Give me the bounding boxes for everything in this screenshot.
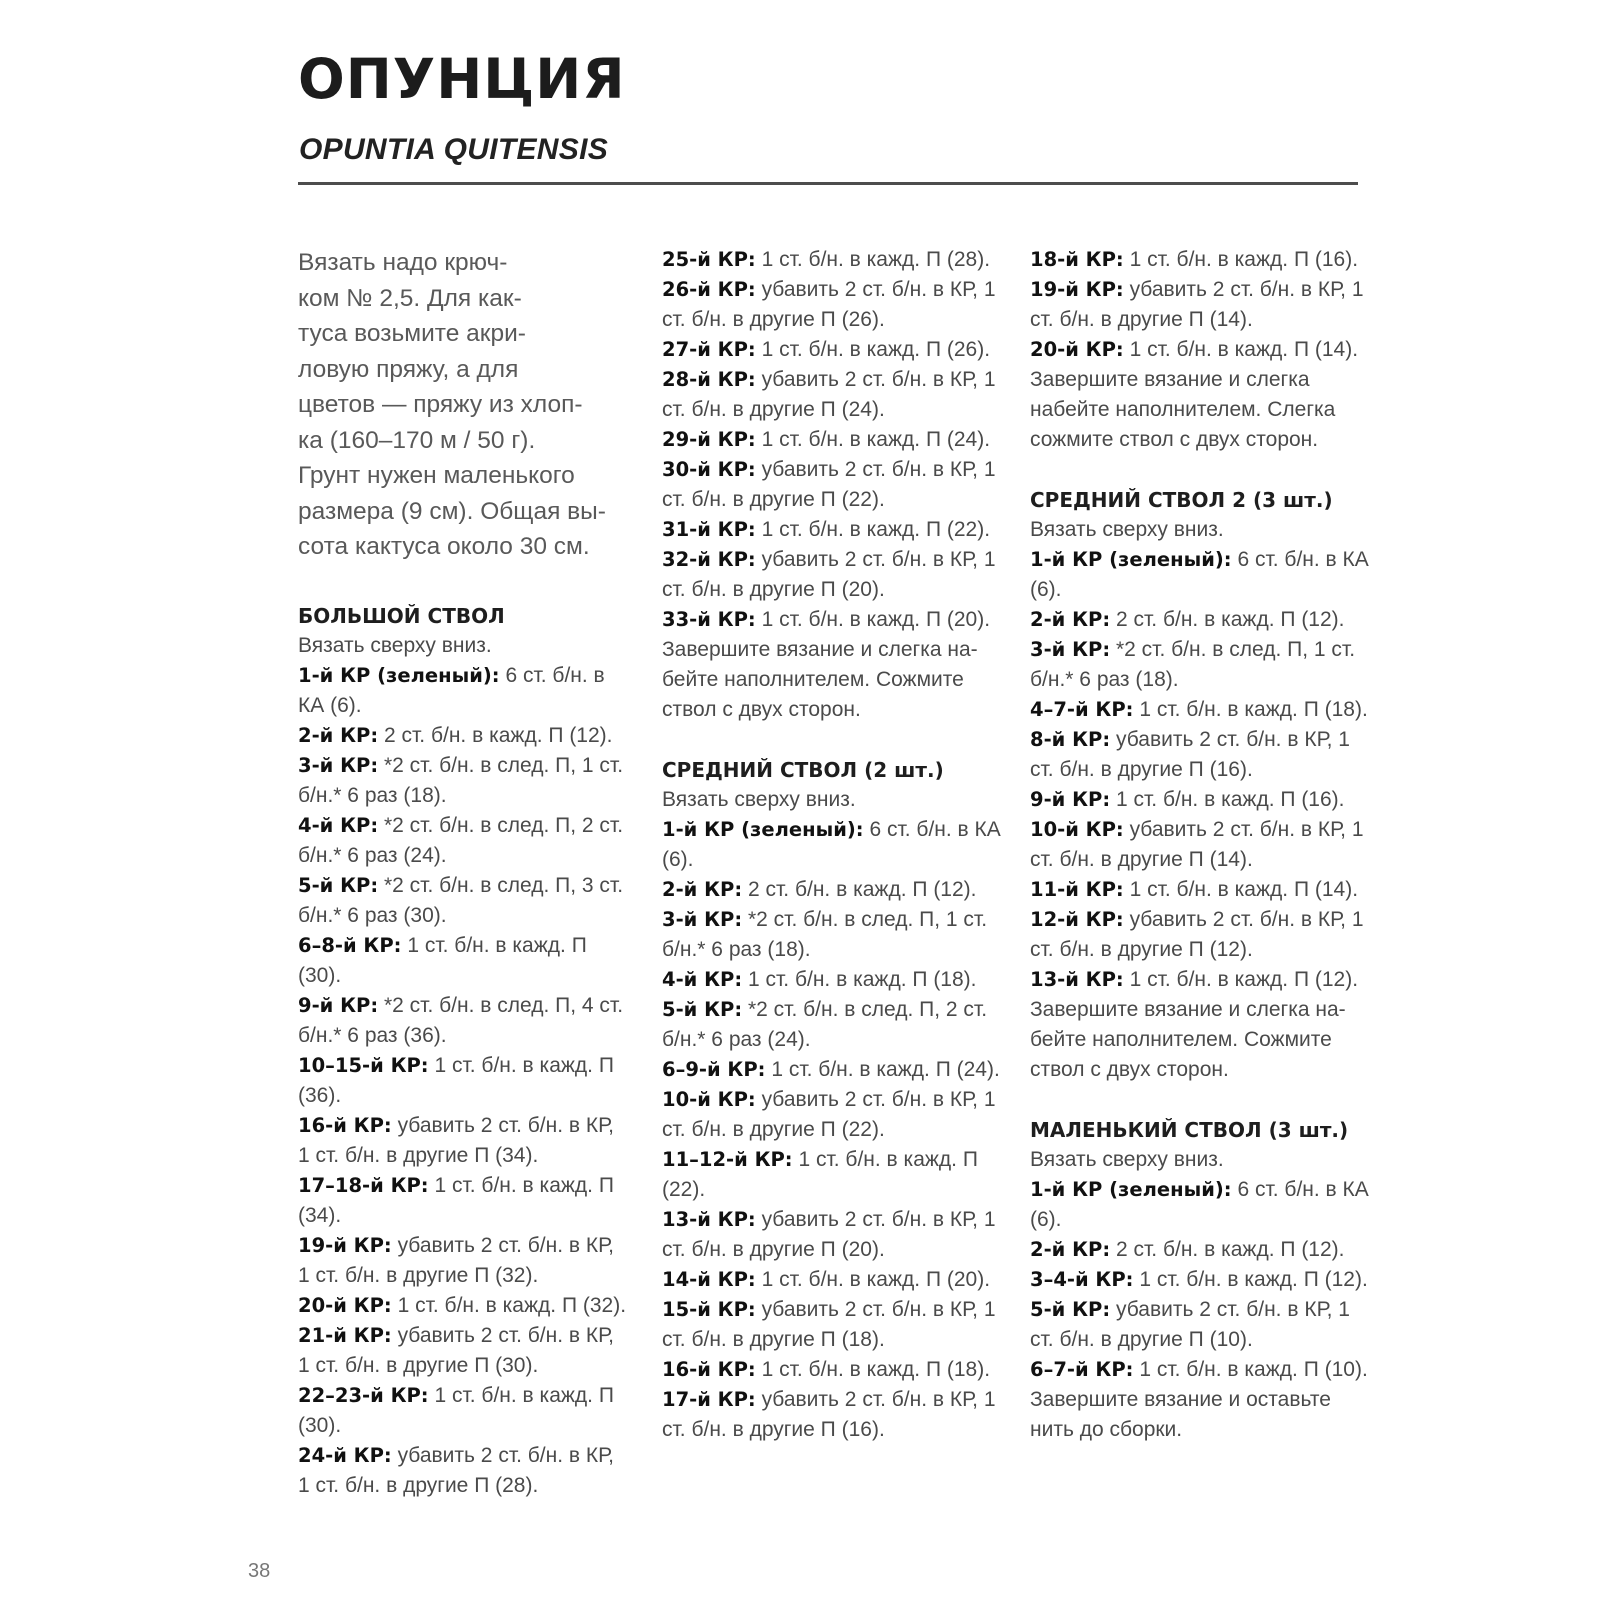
row-text: 1 ст. б/н. в кажд. П (20).	[761, 1268, 991, 1291]
row-label: 4–7-й КР:	[1030, 698, 1134, 721]
section-title: МАЛЕНЬКИЙ СТВОЛ (3 шт.)	[1030, 1118, 1349, 1142]
section-note: Вязать сверху вниз.	[1030, 518, 1224, 541]
row-text: 1 ст. б/н. в кажд. П (24).	[771, 1058, 1000, 1081]
section-title: СРЕДНИЙ СТВОЛ (2 шт.)	[662, 758, 944, 782]
page-title: ОПУНЦИЯ	[298, 47, 626, 111]
instruction-row	[1030, 1265, 1375, 1295]
row-list	[298, 661, 628, 1501]
row-label: 5-й КР:	[1030, 1298, 1111, 1321]
instruction-row	[298, 1231, 628, 1291]
instruction-row	[298, 1111, 628, 1171]
row-label: 10-й КР:	[662, 1088, 756, 1111]
row-text: 1 ст. б/н. в кажд. П (14).	[1129, 878, 1359, 901]
instruction-row	[298, 661, 628, 721]
intro-line: ка (160–170 м / 50 г).	[298, 426, 536, 454]
row-text: *2 ст. б/н. в след. П, 4 ст. б/н.* 6 раз (36).	[298, 993, 624, 1047]
row-label: 20-й КР:	[1030, 338, 1124, 361]
row-text: убавить 2 ст. б/н. в КР, 1 ст. б/н. в другие П (24).	[662, 368, 996, 421]
instruction-row	[1030, 545, 1375, 605]
row-label: 33-й КР:	[662, 608, 756, 631]
row-text: убавить 2 ст. б/н. в КР, 1 ст. б/н. в другие П (12).	[1030, 908, 1364, 961]
row-label: 24-й КР:	[298, 1443, 392, 1467]
row-text: 1 ст. б/н. в кажд. П (26).	[761, 338, 991, 361]
instruction-row	[662, 965, 1002, 995]
instruction-row	[1030, 635, 1375, 695]
row-label: 18-й КР:	[1030, 248, 1124, 271]
section-closing: Завершите вязание и слегка набейте наполнителем. Слегка сожмите ствол с двух сторон.	[1030, 368, 1336, 451]
intro-line: туса возьмите акри-	[298, 320, 526, 347]
instruction-row	[1030, 275, 1375, 335]
instruction-row	[662, 515, 1002, 545]
row-text: 2 ст. б/н. в кажд. П (12).	[1116, 608, 1345, 631]
instruction-row	[662, 605, 1002, 635]
row-label: 10-й КР:	[1030, 818, 1124, 841]
page-subtitle: OPUNTIA QUITENSIS	[299, 133, 609, 166]
instruction-row	[662, 275, 1002, 335]
intro-line: Вязать надо крюч-	[298, 249, 508, 276]
row-text: 1 ст. б/н. в кажд. П (22).	[761, 518, 991, 541]
row-label: 15-й КР:	[662, 1298, 756, 1321]
row-label: 1-й КР (зеленый):	[662, 818, 864, 841]
instruction-row	[662, 425, 1002, 455]
row-label: 19-й КР:	[1030, 278, 1124, 301]
row-text: убавить 2 ст. б/н. в КР, 1 ст. б/н. в другие П (22).	[662, 458, 996, 511]
row-label: 9-й КР:	[298, 993, 379, 1017]
title-divider	[298, 182, 1358, 185]
row-text: 1 ст. б/н. в кажд. П (14).	[1129, 338, 1359, 361]
intro-paragraph	[298, 245, 628, 565]
instruction-row	[662, 1355, 1002, 1385]
instruction-row	[662, 245, 1002, 275]
row-label: 13-й КР:	[1030, 968, 1124, 991]
instruction-row	[1030, 1175, 1375, 1235]
instruction-row	[662, 1205, 1002, 1265]
row-label: 3-й КР:	[298, 753, 379, 777]
instruction-row	[1030, 875, 1375, 905]
row-label: 6–9-й КР:	[662, 1058, 766, 1081]
row-label: 1-й КР (зеленый):	[1030, 1178, 1232, 1201]
instruction-row	[1030, 905, 1375, 965]
row-text: 1 ст. б/н. в кажд. П (32).	[397, 1293, 627, 1317]
instruction-row	[1030, 785, 1375, 815]
instruction-row	[662, 1265, 1002, 1295]
row-label: 4-й КР:	[298, 813, 379, 837]
row-text: *2 ст. б/н. в след. П, 2 ст. б/н.* 6 раз (24).	[298, 813, 624, 867]
row-text: *2 ст. б/н. в след. П, 1 ст. б/н.* 6 раз (18).	[1030, 638, 1356, 691]
row-text: убавить 2 ст. б/н. в КР, 1 ст. б/н. в другие П (20).	[662, 548, 996, 601]
row-label: 30-й КР:	[662, 458, 756, 481]
row-text: 1 ст. б/н. в кажд. П (30).	[298, 1383, 614, 1437]
instruction-row	[1030, 695, 1375, 725]
row-label: 2-й КР:	[1030, 1238, 1111, 1261]
intro-line: размера (9 см). Общая вы-	[298, 497, 606, 525]
instruction-row	[1030, 605, 1375, 635]
row-text: 1 ст. б/н. в кажд. П (12).	[1129, 968, 1359, 991]
section-title: СРЕДНИЙ СТВОЛ 2 (3 шт.)	[1030, 488, 1333, 512]
column-1	[298, 245, 628, 1501]
section-note: Вязать сверху вниз.	[662, 788, 856, 811]
row-label: 3-й КР:	[662, 908, 743, 931]
row-text: 6 ст. б/н. в КА (6).	[1030, 1178, 1369, 1231]
row-label: 6–7-й КР:	[1030, 1358, 1134, 1381]
instruction-row	[662, 1055, 1002, 1085]
row-label: 8-й КР:	[1030, 728, 1111, 751]
row-label: 16-й КР:	[298, 1113, 392, 1137]
row-text: 1 ст. б/н. в кажд. П (34).	[298, 1173, 614, 1227]
instruction-row	[1030, 335, 1375, 365]
instruction-row	[662, 365, 1002, 425]
row-label: 3–4-й КР:	[1030, 1268, 1134, 1291]
row-text: 1 ст. б/н. в кажд. П (30).	[298, 933, 587, 987]
row-label: 32-й КР:	[662, 548, 756, 571]
row-label: 31-й КР:	[662, 518, 756, 541]
row-text: 6 ст. б/н. в КА (6).	[1030, 548, 1369, 601]
row-label: 1-й КР (зеленый):	[1030, 548, 1232, 571]
section-closing: Завершите вязание и слегка на-бейте наполнителем. Сожмите ствол с двух сторон.	[1030, 998, 1346, 1081]
row-label: 12-й КР:	[1030, 908, 1124, 931]
row-text: убавить 2 ст. б/н. в КР, 1 ст. б/н. в другие П (16).	[1030, 728, 1350, 781]
instruction-row	[662, 545, 1002, 605]
row-list	[1030, 245, 1375, 365]
row-text: 1 ст. б/н. в кажд. П (12).	[1139, 1268, 1368, 1291]
row-label: 21-й КР:	[298, 1323, 392, 1347]
instruction-row	[298, 1321, 628, 1381]
row-label: 4-й КР:	[662, 968, 743, 991]
row-text: убавить 2 ст. б/н. в КР, 1 ст. б/н. в другие П (34).	[298, 1113, 615, 1167]
instruction-row	[298, 1381, 628, 1441]
row-label: 2-й КР:	[1030, 608, 1111, 631]
row-text: *2 ст. б/н. в след. П, 2 ст. б/н.* 6 раз (24).	[662, 998, 988, 1051]
row-text: убавить 2 ст. б/н. в КР, 1 ст. б/н. в другие П (14).	[1030, 818, 1364, 871]
instruction-row	[1030, 1295, 1375, 1355]
row-text: убавить 2 ст. б/н. в КР, 1 ст. б/н. в другие П (32).	[298, 1233, 615, 1287]
row-label: 11-й КР:	[1030, 878, 1124, 901]
row-label: 3-й КР:	[1030, 638, 1111, 661]
instruction-row	[1030, 815, 1375, 875]
page-number: 38	[248, 1560, 271, 1582]
row-text: убавить 2 ст. б/н. в КР, 1 ст. б/н. в другие П (28).	[298, 1443, 615, 1497]
row-label: 17-й КР:	[662, 1388, 756, 1411]
row-label: 16-й КР:	[662, 1358, 756, 1381]
row-label: 2-й КР:	[662, 878, 743, 901]
row-text: убавить 2 ст. б/н. в КР, 1 ст. б/н. в другие П (22).	[662, 1088, 996, 1141]
row-list	[1030, 545, 1375, 995]
instruction-row	[662, 1385, 1002, 1445]
row-text: 1 ст. б/н. в кажд. П (20).	[761, 608, 991, 631]
row-text: убавить 2 ст. б/н. в КР, 1 ст. б/н. в другие П (16).	[662, 1388, 996, 1441]
instruction-row	[662, 335, 1002, 365]
instruction-row	[298, 1171, 628, 1231]
instruction-row	[298, 751, 628, 811]
instruction-row	[298, 1051, 628, 1111]
intro-line: ловую пряжу, а для	[298, 355, 519, 383]
row-label: 10–15-й КР:	[298, 1053, 429, 1077]
instruction-row	[1030, 965, 1375, 995]
row-text: 6 ст. б/н. в КА (6).	[662, 818, 1001, 871]
instruction-row	[662, 995, 1002, 1055]
row-text: 1 ст. б/н. в кажд. П (10).	[1139, 1358, 1368, 1381]
instruction-row	[298, 871, 628, 931]
row-text: убавить 2 ст. б/н. в КР, 1 ст. б/н. в другие П (10).	[1030, 1298, 1350, 1351]
row-label: 17–18-й КР:	[298, 1173, 429, 1197]
row-text: 1 ст. б/н. в кажд. П (18).	[1139, 698, 1368, 721]
row-label: 28-й КР:	[662, 368, 756, 391]
instruction-row	[298, 991, 628, 1051]
row-text: 2 ст. б/н. в кажд. П (12).	[1116, 1238, 1345, 1261]
instruction-row	[662, 1295, 1002, 1355]
row-text: убавить 2 ст. б/н. в КР, 1 ст. б/н. в другие П (26).	[662, 278, 996, 331]
row-text: убавить 2 ст. б/н. в КР, 1 ст. б/н. в другие П (18).	[662, 1298, 996, 1351]
column-3	[1030, 245, 1375, 1445]
section-closing: Завершите вязание и слегка на-бейте наполнителем. Сожмите ствол с двух сторон.	[662, 638, 978, 721]
row-text: 1 ст. б/н. в кажд. П (36).	[298, 1053, 614, 1107]
row-text: 1 ст. б/н. в кажд. П (16).	[1116, 788, 1345, 811]
row-text: *2 ст. б/н. в след. П, 1 ст. б/н.* 6 раз (18).	[662, 908, 988, 961]
row-list	[1030, 1175, 1375, 1385]
row-label: 11–12-й КР:	[662, 1148, 793, 1171]
instruction-row	[662, 905, 1002, 965]
row-label: 27-й КР:	[662, 338, 756, 361]
instruction-row	[298, 1291, 628, 1321]
row-label: 22–23-й КР:	[298, 1383, 429, 1407]
section-note: Вязать сверху вниз.	[1030, 1148, 1224, 1171]
row-text: 1 ст. б/н. в кажд. П (22).	[662, 1148, 978, 1201]
instruction-row	[662, 455, 1002, 515]
row-text: 1 ст. б/н. в кажд. П (28).	[761, 248, 991, 271]
instruction-row	[662, 1085, 1002, 1145]
section-closing: Завершите вязание и оставьте нить до сборки.	[1030, 1388, 1331, 1441]
row-text: 1 ст. б/н. в кажд. П (24).	[761, 428, 991, 451]
row-label: 13-й КР:	[662, 1208, 756, 1231]
row-text: 1 ст. б/н. в кажд. П (18).	[748, 968, 977, 991]
instruction-row	[1030, 245, 1375, 275]
row-label: 14-й КР:	[662, 1268, 756, 1291]
row-text: 1 ст. б/н. в кажд. П (16).	[1129, 248, 1359, 271]
intro-line: цветов — пряжу из хлоп-	[298, 391, 583, 418]
row-label: 25-й КР:	[662, 248, 756, 271]
row-text: 2 ст. б/н. в кажд. П (12).	[748, 878, 977, 901]
row-label: 5-й КР:	[298, 873, 379, 897]
instruction-row	[298, 1441, 628, 1501]
column-2	[662, 245, 1002, 1445]
row-label: 20-й КР:	[298, 1293, 392, 1317]
instruction-row	[1030, 725, 1375, 785]
row-text: 6 ст. б/н. в КА (6).	[298, 663, 605, 717]
intro-line: ком № 2,5. Для как-	[298, 284, 522, 312]
row-text: 2 ст. б/н. в кажд. П (12).	[384, 723, 613, 747]
instruction-row	[1030, 1235, 1375, 1265]
row-label: 26-й КР:	[662, 278, 756, 301]
row-text: убавить 2 ст. б/н. в КР, 1 ст. б/н. в другие П (30).	[298, 1323, 615, 1377]
intro-line: Грунт нужен маленького	[298, 462, 575, 489]
row-label: 29-й КР:	[662, 428, 756, 451]
row-list	[662, 245, 1002, 635]
section-note: Вязать сверху вниз.	[298, 633, 492, 657]
row-label: 6–8-й КР:	[298, 933, 402, 957]
instruction-row	[662, 1145, 1002, 1205]
instruction-row	[662, 815, 1002, 875]
row-label: 1-й КР (зеленый):	[298, 663, 500, 687]
section-title: БОЛЬШОЙ СТВОЛ	[298, 603, 505, 628]
row-text: *2 ст. б/н. в след. П, 3 ст. б/н.* 6 раз (30).	[298, 873, 624, 927]
instruction-row	[298, 931, 628, 991]
instruction-row	[298, 721, 628, 751]
instruction-row	[1030, 1355, 1375, 1385]
instruction-row	[662, 875, 1002, 905]
row-text: убавить 2 ст. б/н. в КР, 1 ст. б/н. в другие П (14).	[1030, 278, 1364, 331]
row-label: 2-й КР:	[298, 723, 379, 747]
row-text: 1 ст. б/н. в кажд. П (18).	[761, 1358, 991, 1381]
row-text: убавить 2 ст. б/н. в КР, 1 ст. б/н. в другие П (20).	[662, 1208, 996, 1261]
row-label: 5-й КР:	[662, 998, 743, 1021]
row-label: 19-й КР:	[298, 1233, 392, 1257]
intro-line: сота кактуса около 30 см.	[298, 533, 590, 560]
row-text: *2 ст. б/н. в след. П, 1 ст. б/н.* 6 раз (18).	[298, 753, 624, 807]
row-list	[662, 815, 1002, 1445]
row-label: 9-й КР:	[1030, 788, 1111, 811]
instruction-row	[298, 811, 628, 871]
